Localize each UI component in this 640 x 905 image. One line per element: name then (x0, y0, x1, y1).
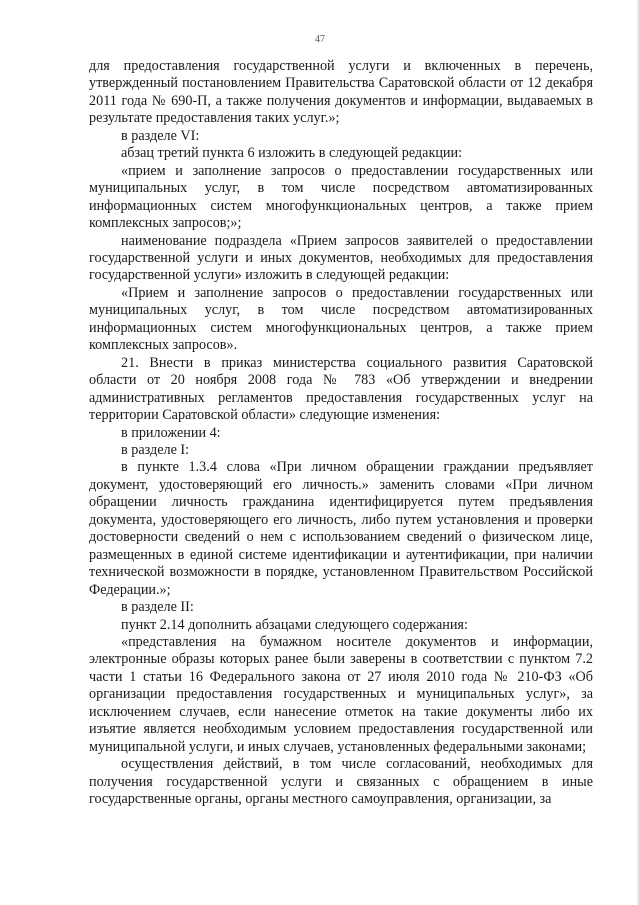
paragraph-item-6-intro: абзац третий пункта 6 изложить в следующей редакции: (121, 145, 463, 162)
paragraph-subsection-title-intro: наименование подраздела «Прием запросов заявителей о предоставлении государственной услуги и иных документов, необходимых для предоставления государственной услуги» изложить в следующей редакции: (89, 232, 593, 284)
page-number: 47 (315, 34, 325, 45)
paragraph-item-2-14-second: осуществления действий, в том числе согласований, необходимых для получения государственной услуги и связанных с обращением в иные государственные органы, органы местного самоуправления, организации, за (89, 756, 593, 808)
paragraph-appendix-4: в приложении 4: (121, 424, 221, 441)
paragraph-item-1-3-4: в пункте 1.3.4 слова «При личном обращении граждании предъявляет документ, удостоверяющий его личность.» заменить словами «При личном обращении личность гражданина идентифицируется путем предъявления документа, удостоверяющего его личность, либо путем установления и проверки достоверности сведений о нем с использованием сведений о физическом лице, размещенных в единой системе идентификации и аутентификации, при наличии технической возможности в порядке, установленном Правительством Российской Федерации.»; (89, 459, 593, 598)
paragraph-section-i: в разделе I: (121, 441, 190, 458)
paragraph-section-ii: в разделе II: (121, 599, 194, 616)
paragraph-item-2-14-intro: пункт 2.14 дополнить абзацами следующего содержания: (121, 616, 468, 633)
paragraph-continuation: для предоставления государственной услуги и включенных в перечень, утвержденный постановлением Правительства Саратовской области от 12 декабря 2011 года № 690-П, а также получения документов и информации, выдаваемых в результате предоставления таких услуг.»; (89, 58, 593, 127)
paragraph-subsection-title-text: «Прием и заполнение запросов о предоставлении государственных или муниципальных услуг, в том числе посредством автоматизированных информационных систем многофункциональных центров, а также прием комплексных запросов». (89, 284, 593, 354)
paragraph-item-6-text: «прием и заполнение запросов о предоставлении государственных или муниципальных услуг, в том числе посредством автоматизированных информационных систем многофункциональных центров, а также прием комплексных запросов;»; (89, 162, 593, 232)
document-body (89, 58, 593, 808)
paragraph-item-2-14-first: «представления на бумажном носителе документов и информации, электронные образы которых ранее были заверены в соответствии с пунктом 7.2 части 1 статьи 16 Федерального закона от 27 июля 2010 года № 210-ФЗ «Об организации предоставления государственных и муниципальных услуг», за исключением случаев, если нанесение отметок на такие документы либо их изъятие является необходимым условием предоставления государственной или муниципальной услуги, и иных случаев, установленных федеральными законами; (89, 633, 593, 755)
paragraph-item-21: 21. Внести в приказ министерства социального развития Саратовской области от 20 ноября 2008 года № 783 «Об утверждении и внедрении административных регламентов предоставления государственных услуг на территории Саратовской области» следующие изменения: (89, 354, 593, 424)
paragraph-section-vi: в разделе VI: (121, 127, 200, 144)
